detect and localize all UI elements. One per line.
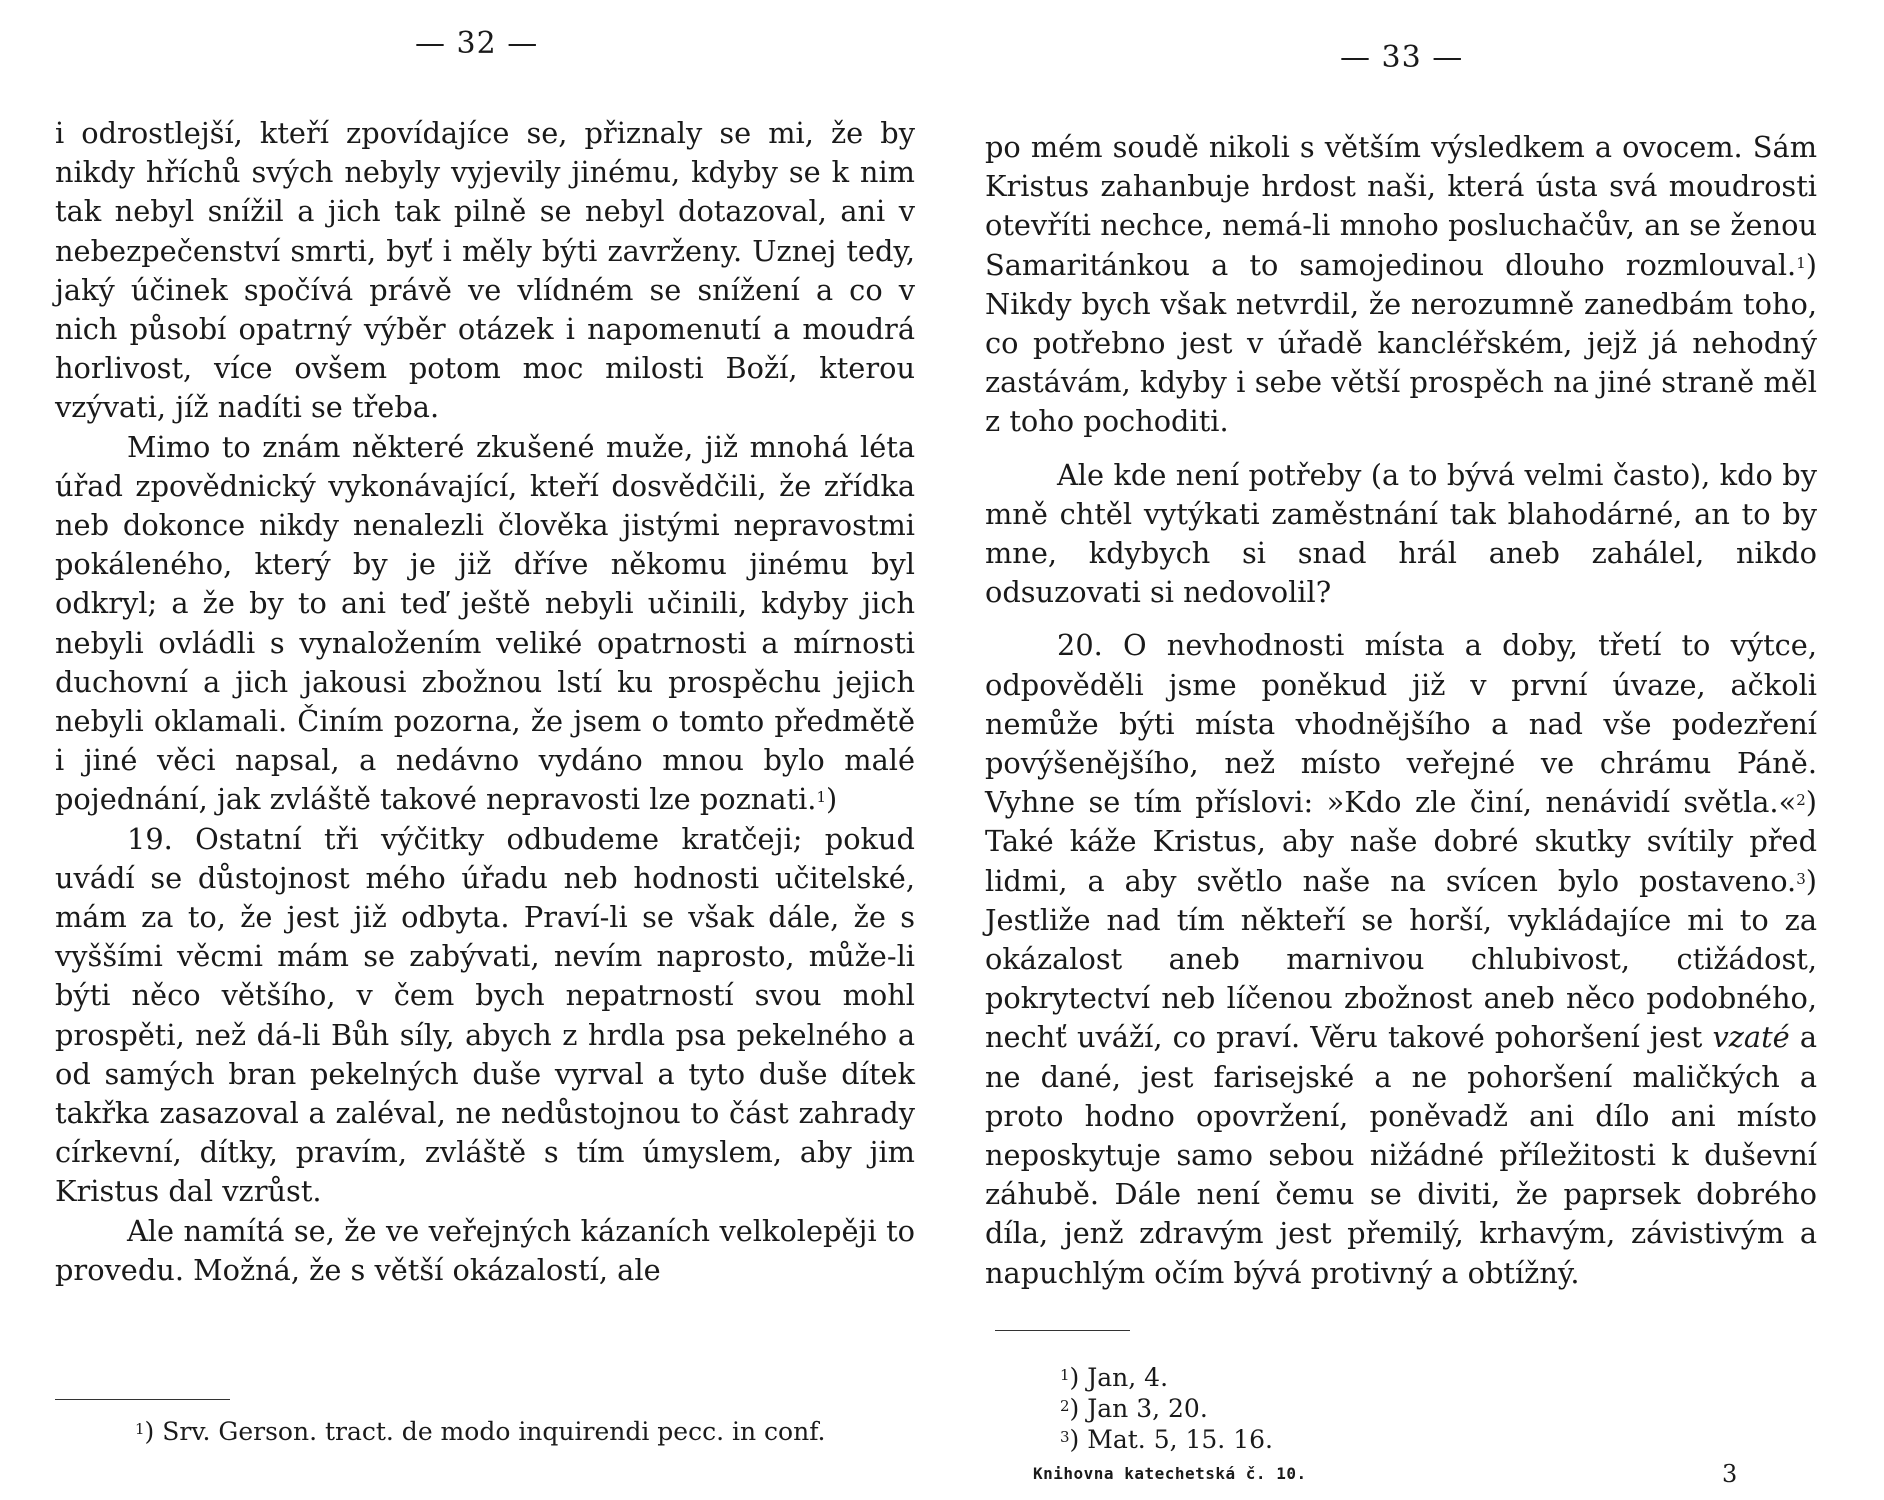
footnote xyxy=(1060,1424,1273,1455)
paragraph-text: Mimo to znám některé zkušené muže, již mnohá léta úřad zpovědnický vykonávající, kteří dosvědčili, že zřídka neb dokonce nikdy nenalezli člověka jistými nepravostmi pokáleného, který by je již dříve někomu jinému byl odkryl; a že by to ani teď ještě nebyli učinili, kdyby jich nebyli ovládli s vynaložením veliké opatrnosti a mírnosti duchovní a jich jakousi zbožnou lstí ku prospěchu jejich nebyli oklamali. Činím pozorna, že jsem o tomto předmětě i jiné věci napsal, a nedávno vydáno mnou bylo malé pojednání, jak zvláště takové nepravosti lze poznati. xyxy=(55,429,915,817)
footnote-reference-paren: ) xyxy=(826,782,838,817)
footnote-mark: 1 xyxy=(135,1420,145,1438)
footnote-text: ) Srv. Gerson. tract. de modo inquirendi pecc. in conf. xyxy=(144,1417,826,1446)
footnote-mark: 1 xyxy=(1060,1366,1070,1384)
left-page-body xyxy=(55,114,915,1290)
footnote xyxy=(135,1416,826,1447)
paragraph-text: a ne dané, jest farisejské a ne pohoršení maličkých a proto hodno opovržení, poněvadž ani dílo ani místo neposkytuje samo sebou nižádné příležitosti k duševní záhubě. Dále není čemu se diviti, že paprsek dobrého díla, jenž zdravým jest přemilý, krhavým, závistivým a napuchlým očím bývá protivný a obtížný. xyxy=(985,1020,1817,1290)
italic-word: vzaté xyxy=(1712,1020,1790,1055)
footnote xyxy=(1060,1393,1273,1424)
footnote-reference: 1 xyxy=(816,788,827,807)
footnote-text: ) Jan 3, 20. xyxy=(1069,1394,1208,1423)
footnote-reference: 1 xyxy=(1796,253,1806,272)
paragraph: 19. Ostatní tři výčitky odbudeme kratčeji; pokud uvádí se důstojnost mého úřadu neb hodnosti učitelské, mám za to, že jest již odbyta. Praví-li se však dále, že s vyššími věcmi mám se zabývati, nevím naprosto, může-li býti něco většího, v čem bych nepatrností svou mohl prospěti, než dá-li Bůh síly, abych z hrdla psa pekelného a od samých bran pekelných duše vyrval a tyto duše dítek takřka zasazoval a zaléval, ne nedůstojnou to část zahrady církevní, dítky, pravím, zvláště s tím úmyslem, aby jim Kristus dal vzrůst. xyxy=(55,821,915,1209)
footnote-reference: 3 xyxy=(1796,869,1806,888)
paragraph xyxy=(985,626,1817,1292)
paragraph: Ale namítá se, že ve veřejných kázaních velkolepěji to provedu. Možná, že s větší okázalostí, ale xyxy=(55,1213,915,1287)
paragraph: i odrostlejší, kteří zpovídajíce se, přiznaly se mi, že by nikdy hříchů svých nebyly vyjevily jinému, kdyby se k nim tak nebyl snížil a jich tak pilně se nebyl dotazoval, ani v nebezpečenství smrti, byť i měly býti zavrženy. Uznej tedy, jaký účinek spočívá právě ve vlídném se snížení a co v nich působí opatrný výběr otázek i napomenutí a moudrá horlivost, více ovšem potom moc milosti Boží, kterou vzývati, jíž nadíti se třeba. xyxy=(55,116,915,425)
footnote-mark: 2 xyxy=(1060,1397,1070,1415)
footnote-divider xyxy=(55,1399,230,1400)
page-number-header: — 33 — xyxy=(1340,40,1464,75)
paragraph-text: ) Jestliže nad tím někteří se horší, vykládajíce mi to za okázalost aneb marnivou chlubivost, ctižádost, pokrytectví neb líčenou zbožnost aneb něco podobného, nechť uváží, co praví. Věru takové pohoršení jest xyxy=(985,863,1817,1055)
page-number-header: — 32 — xyxy=(415,26,539,61)
footnote-text: ) Mat. 5, 15. 16. xyxy=(1069,1425,1273,1454)
paragraph-text: ) Nikdy bych však netvrdil, že nerozumně zanedbám toho, co potřebno jest v úřadě kancléřském, jejž já nehodný zastávám, kdyby i sebe větší prospěch na jiné straně měl z toho pochoditi. xyxy=(985,247,1817,439)
footnote-reference: 2 xyxy=(1796,791,1806,810)
right-page-body xyxy=(985,128,1817,1293)
footnotes xyxy=(135,1416,826,1447)
paragraph-text: po mém soudě nikoli s větším výsledkem a ovocem. Sám Kristus zahanbuje hrdost naši, která ústa svá moudrosti otevříti nechce, nemá-li mnoho posluchačův, an se ženou Samaritánkou a to samojedinou dlouho rozmlouval. xyxy=(985,130,1817,282)
footnotes xyxy=(1060,1362,1273,1455)
paragraph: Ale kde není potřeby (a to bývá velmi často), kdo by mně chtěl vytýkati zaměstnání tak blahodárné, an to by mne, kdybych si snad hrál aneb zahálel, nikdo odsuzovati si nedovolil? xyxy=(985,457,1817,610)
footnote-mark: 3 xyxy=(1060,1428,1070,1446)
sheet-number: 3 xyxy=(1722,1460,1738,1488)
footnote xyxy=(1060,1362,1273,1393)
paragraph-text: ) Také káže Kristus, aby naše dobré skutky svítily před lidmi, a aby světlo naše na svícen bylo postaveno. xyxy=(985,785,1817,898)
footnote-divider xyxy=(995,1330,1130,1331)
paragraph xyxy=(985,128,1817,442)
paragraph-text: 20. O nevhodnosti místa a doby, třetí to výtce, odpověděli jsme poněkud již v první úvaze, ačkoli nemůže býti místa vhodnějšího a nad vše podezření povýšenějšího, než místo veřejné ve chrámu Páně. Vyhne se tím příslovi: »Kdo zle činí, nenávidí světla.« xyxy=(985,628,1817,820)
paragraph xyxy=(55,428,915,820)
printer-signature: Knihovna katechetská č. 10. xyxy=(1033,1464,1307,1483)
footnote-text: ) Jan, 4. xyxy=(1069,1363,1169,1392)
